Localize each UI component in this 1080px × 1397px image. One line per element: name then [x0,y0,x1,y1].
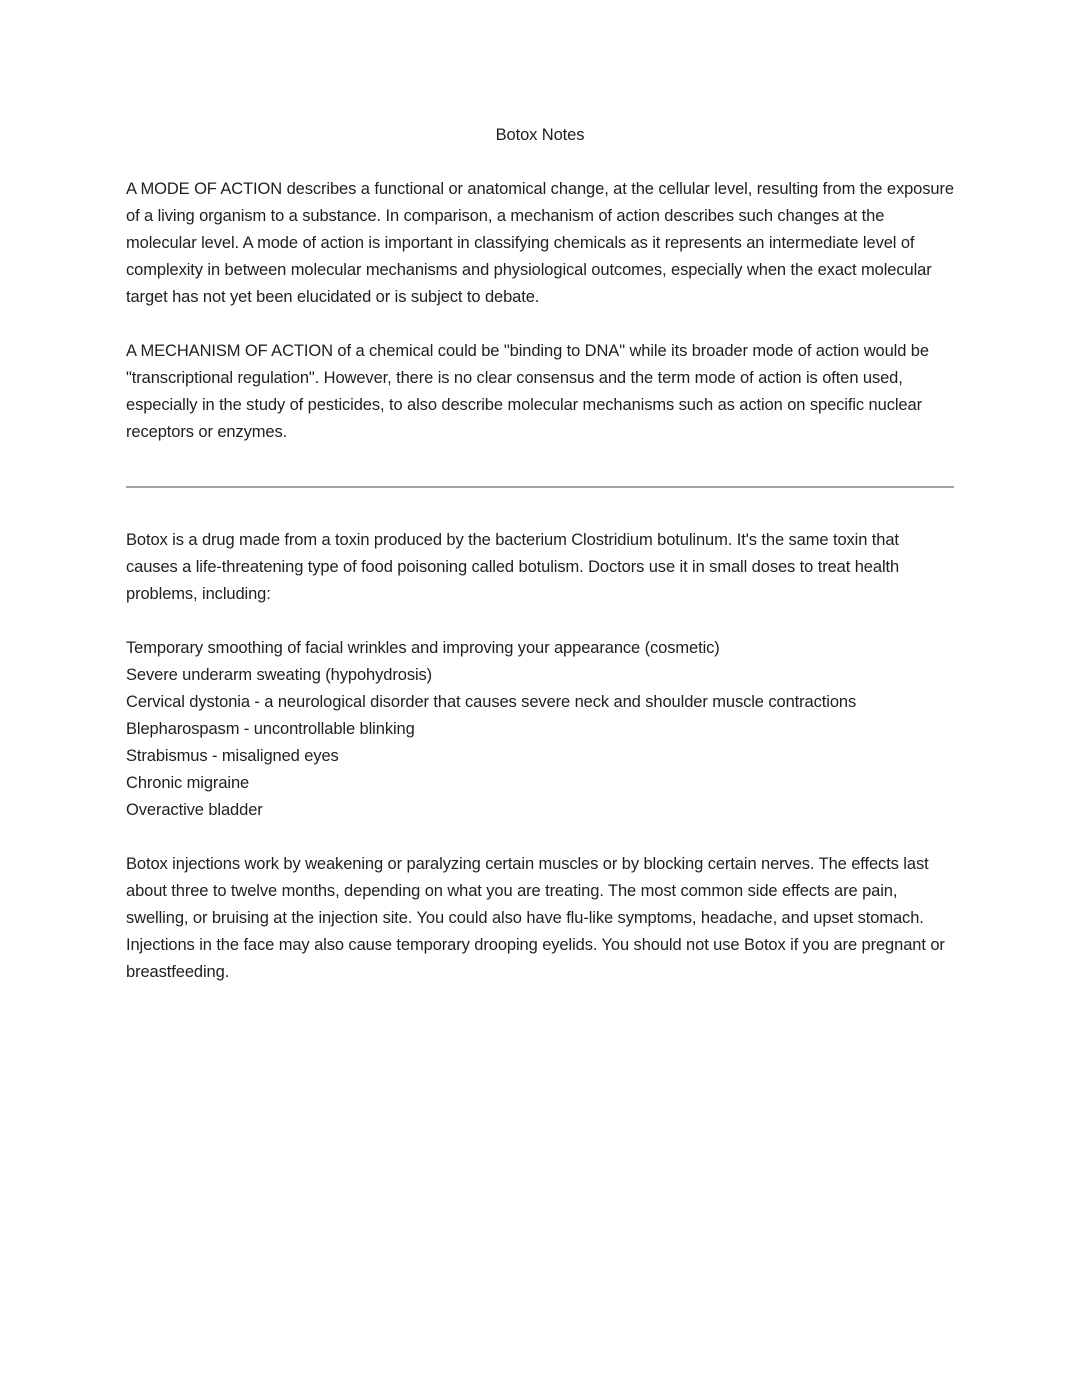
treatment-line-migraine: Chronic migraine [126,774,250,792]
treatment-line-blepharospasm: Blepharospasm - uncontrollable blinking [126,720,415,738]
treatment-line-dystonia: Cervical dystonia - a neurological disorder that causes severe neck and shoulder muscle contractions [126,693,857,711]
mechanism-of-action-paragraph: A MECHANISM OF ACTION of a chemical could be "binding to DNA" while its broader mode of action would be "transcriptional regulation". However, there is no clear consensus and the term mode of action is often used, especially in the study of pesticides, to also describe molecular mechanisms such as action on specific nuclear receptors or enzymes. [126,342,934,441]
botox-effects-paragraph: Botox injections work by weakening or paralyzing certain muscles or by blocking certain nerves. The effects last about three to twelve months, depending on what you are treating. The most common side effects are pain, swelling, or bruising at the injection site. You could also have flu-like symptoms, headache, and upset stomach. Injections in the face may also cause temporary drooping eyelids. You should not use Botox if you are pregnant or breastfeeding. [126,855,950,981]
treatment-line-cosmetic: Temporary smoothing of facial wrinkles and improving your appearance (cosmetic) [126,639,720,657]
mode-of-action-paragraph: A MODE OF ACTION describes a functional or anatomical change, at the cellular level, resulting from the exposure of a living organism to a substance. In comparison, a mechanism of action describes such changes at the molecular level. A mode of action is important in classifying chemicals as it represents an intermediate level of complexity in between molecular mechanisms and physiological outcomes, especially when the exact molecular target has not yet been elucidated or is subject to debate. [126,180,959,306]
divider-line [126,486,954,488]
treatment-line-strabismus: Strabismus - misaligned eyes [126,747,339,765]
horizontal-divider [126,473,954,500]
treatment-line-sweating: Severe underarm sweating (hypohydrosis) [126,666,433,684]
treatment-line-bladder: Overactive bladder [126,801,263,819]
document-title: Botox Notes [495,126,585,144]
botox-intro-paragraph: Botox is a drug made from a toxin produced by the bacterium Clostridium botulinum. It's the same toxin that causes a life-threatening type of food poisoning called botulism. Doctors use it in small doses to treat health problems, including: [126,531,904,603]
treatment-uses-list [126,635,954,824]
